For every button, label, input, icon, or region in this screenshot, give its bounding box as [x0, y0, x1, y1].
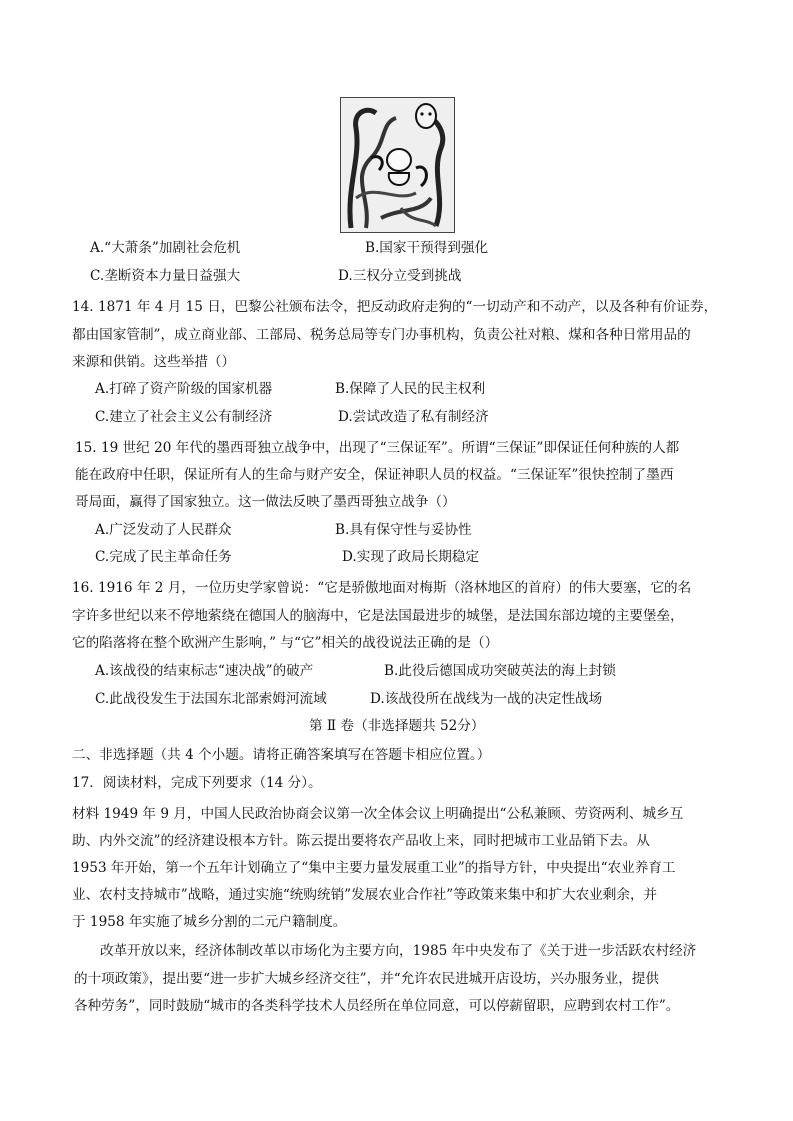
- q16-stem-line: 它的陷落将在整个欧洲产生影响，” 与“它”相关的战役说法正确的是（）: [72, 635, 499, 651]
- q15-stem-line: 15. 19 世纪 20 年代的墨西哥独立战争中，出现了“三保证军”。所谓“三保证”即保证任何种族的人都: [75, 440, 680, 456]
- q16-option-a: A.该战役的结束标志“速决战”的破产: [95, 663, 314, 679]
- q17-material-line: 的十项政策》，提出要“进一步扩大城乡经济交往”，并“允许农民进城开店设坊，兴办服务业，提供: [74, 971, 659, 987]
- section-2-instruction: 二、非选择题（共 4 个小题。请将正确答案填写在答题卡相应位置。）: [72, 747, 491, 763]
- q17-material-line: 助、内外交流”的经济建设根本方针。陈云提出要将农产品收上来，同时把城市工业品销下去。从: [72, 833, 650, 849]
- q16-option-b: B.此役后德国成功突破英法的海上封锁: [384, 663, 616, 679]
- q16-option-d: D.该战役所在战线为一战的决定性战场: [370, 691, 603, 707]
- q16-stem-line: 16. 1916 年 2 月，一位历史学家曾说：“它是骄傲地面对梅斯（洛林地区的首府）的伟大要塞，它的名: [72, 580, 692, 596]
- cartoon-drawing: [341, 98, 454, 232]
- q17-material-line: 1953 年开始，第一个五年计划确立了“集中主要力量发展重工业”的指导方针，中央提出“农业养育工: [72, 860, 676, 876]
- q17-title: 17．阅读材料，完成下列要求（14 分）。: [72, 775, 322, 791]
- section-2-heading: 第 Ⅱ 卷（非选择题共 52分）: [309, 718, 485, 734]
- q14-stem-line: 14. 1871 年 4 月 15 日，巴黎公社颁布法令，把反动政府走狗的“一切动产和不动产，以及各种有价证券，: [72, 299, 718, 315]
- q14-stem-line: 都由国家管制”，成立商业部、工部局、税务总局等专门办事机构，负责公社对粮、煤和各种日常用品的: [72, 327, 691, 343]
- q17-material-line: 业、农村支持城市”战略，通过实施“统购统销”发展农业合作社”等政策来集中和扩大农业剩余，并: [72, 887, 658, 903]
- q17-material-line: 于 1958 年实施了城乡分割的二元户籍制度。: [72, 914, 347, 930]
- q15-option-a: A.广泛发动了人民群众: [95, 522, 232, 538]
- q17-material-line: 各种劳务”，同时鼓励“城市的各类科学技术人员经所在单位同意，可以停薪留职，应聘到农村工作”。: [74, 998, 680, 1014]
- q13-option-d: D.三权分立受到挑战: [338, 268, 462, 284]
- q14-option-d: D.尝试改造了私有制经济: [338, 409, 489, 425]
- q15-option-c: C.完成了民主革命任务: [95, 549, 232, 565]
- cartoon-illustration: [340, 97, 455, 233]
- q15-option-b: B.具有保守性与妥协性: [335, 522, 472, 538]
- q15-stem-line: 哥局面，赢得了国家独立。这一做法反映了墨西哥独立战争（）: [75, 494, 456, 510]
- q17-material-line: 材料 1949 年 9 月，中国人民政治协商会议第一次全体会议上明确提出“公私兼顾、劳资两利、城乡互: [72, 806, 684, 822]
- q13-option-b: B.国家干预得到强化: [365, 240, 489, 256]
- q14-stem-line: 来源和供销。这些举措（）: [72, 354, 236, 370]
- q14-option-b: B.保障了人民的民主权利: [335, 381, 486, 397]
- q13-option-c: C.垄断资本力量日益强大: [90, 268, 241, 284]
- q17-material-line: 改革开放以来，经济体制改革以市场化为主要方向，1985 年中央发布了《关于进一步活跃农村经济: [100, 943, 697, 959]
- q16-option-c: C.此战役发生于法国东北部索姆河流域: [95, 691, 327, 707]
- q14-option-a: A.打碎了资产阶级的国家机器: [95, 381, 273, 397]
- q15-option-d: D.实现了政局长期稳定: [342, 549, 480, 565]
- q15-stem-line: 能在政府中任职，保证所有人的生命与财产安全，保证神职人员的权益。“三保证军”很快控制了墨西: [75, 467, 674, 483]
- q16-stem-line: 字许多世纪以来不停地萦绕在德国人的脑海中，它是法国最进步的城堡，是法国东部边境的主要堡垒，: [72, 608, 684, 624]
- q13-option-a: A.“大萧条”加剧社会危机: [90, 240, 241, 256]
- q14-option-c: C.建立了社会主义公有制经济: [95, 409, 273, 425]
